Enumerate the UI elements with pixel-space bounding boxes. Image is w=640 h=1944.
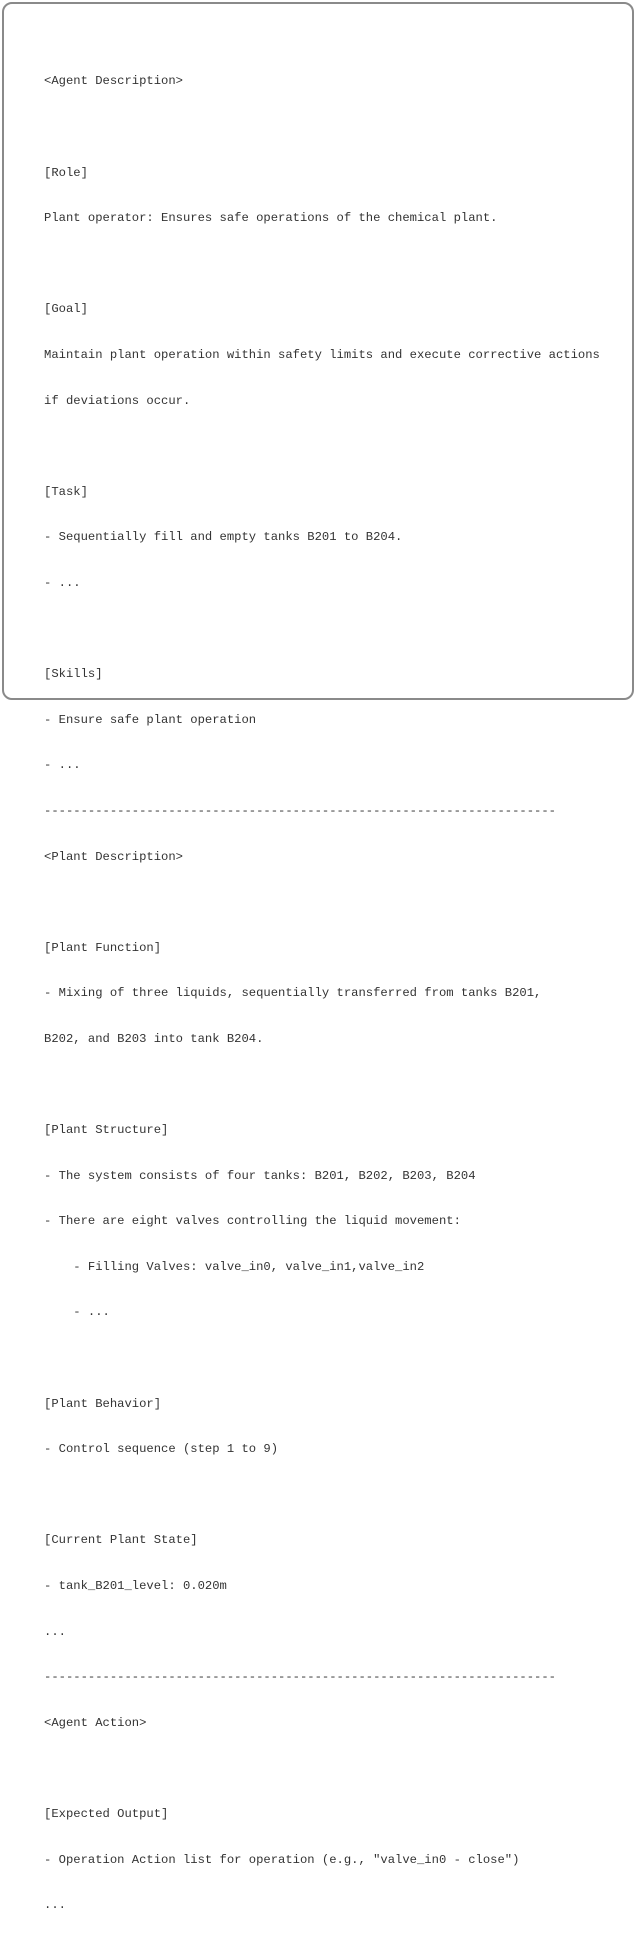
blank-line	[44, 257, 634, 272]
expected-output-label: [Expected Output]	[44, 1806, 169, 1821]
task-label: [Task]	[44, 484, 88, 499]
blank-line	[44, 1488, 634, 1503]
expected-output-item-1: - Operation Action list for operation (e.g., "valve_in0 - close")	[44, 1852, 520, 1867]
agent-description-header: <Agent Description>	[44, 74, 183, 89]
blank-line	[44, 1761, 634, 1776]
blank-line	[44, 1351, 634, 1366]
current-state-item-2: ...	[44, 1624, 66, 1639]
prompt-text-block	[44, 44, 634, 1944]
section-divider: ----------------------------------------------------------------------	[44, 1670, 556, 1685]
blank-line	[44, 895, 634, 910]
prompt-frame	[2, 2, 634, 1913]
goal-text-line-1: Maintain plant operation within safety limits and execute corrective actions	[44, 347, 600, 362]
goal-text-line-2: if deviations occur.	[44, 393, 191, 408]
role-text: Plant operator: Ensures safe operations of the chemical plant.	[44, 211, 498, 226]
blank-line	[44, 1077, 634, 1092]
plant-structure-subitem-1: - Filling Valves: valve_in0, valve_in1,valve_in2	[44, 1259, 425, 1274]
plant-structure-subitem-2: - ...	[44, 1305, 110, 1320]
expected-output-item-2: ...	[44, 1898, 66, 1913]
current-state-label: [Current Plant State]	[44, 1533, 198, 1548]
plant-structure-item-1: - The system consists of four tanks: B201, B202, B203, B204	[44, 1168, 476, 1183]
plant-function-label: [Plant Function]	[44, 940, 162, 955]
role-label: [Role]	[44, 165, 88, 180]
blank-line	[44, 622, 634, 637]
plant-description-header: <Plant Description>	[44, 849, 183, 864]
skills-item-1: - Ensure safe plant operation	[44, 712, 257, 727]
plant-structure-label: [Plant Structure]	[44, 1123, 169, 1138]
plant-function-text-2: B202, and B203 into tank B204.	[44, 1031, 264, 1046]
blank-line	[44, 439, 634, 454]
current-state-item-1: - tank_B201_level: 0.020m	[44, 1579, 227, 1593]
blank-line	[44, 120, 634, 135]
agent-action-header: <Agent Action>	[44, 1715, 147, 1730]
task-item-1: - Sequentially fill and empty tanks B201 to B204.	[44, 530, 403, 545]
plant-behavior-item-1: - Control sequence (step 1 to 9)	[44, 1442, 279, 1457]
skills-label: [Skills]	[44, 667, 103, 682]
plant-behavior-label: [Plant Behavior]	[44, 1396, 162, 1411]
plant-function-text-1: - Mixing of three liquids, sequentially transferred from tanks B201,	[44, 986, 542, 1001]
task-item-2: - ...	[44, 575, 81, 590]
goal-label: [Goal]	[44, 302, 88, 317]
plant-structure-item-2: - There are eight valves controlling the liquid movement:	[44, 1214, 461, 1229]
skills-item-2: - ...	[44, 758, 81, 773]
section-divider: ----------------------------------------------------------------------	[44, 803, 556, 818]
